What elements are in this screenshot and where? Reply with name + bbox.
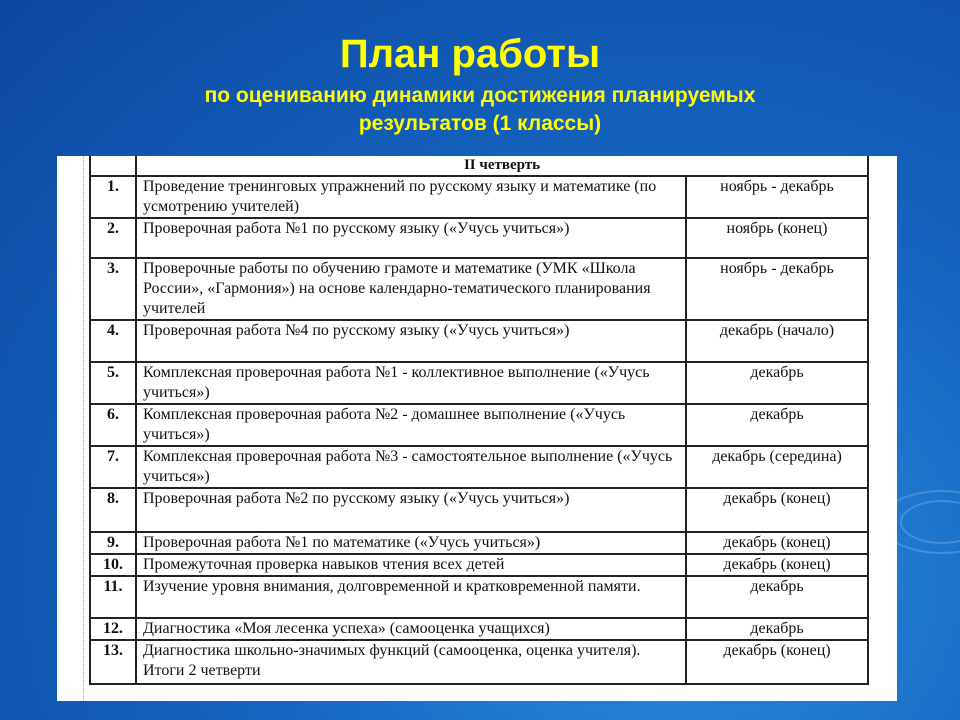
slide-title: План работы <box>339 32 601 76</box>
table-row <box>90 404 868 446</box>
slide-subtitle-line2: результатов (1 классы) <box>358 112 602 135</box>
row-number: 8. <box>90 488 136 532</box>
row-period: декабрь (начало) <box>686 320 868 362</box>
table-row <box>90 218 868 258</box>
row-period: ноябрь - декабрь <box>686 176 868 218</box>
table-row <box>90 362 868 404</box>
table-row <box>90 258 868 320</box>
table-row <box>90 320 868 362</box>
page-margin <box>57 156 84 701</box>
row-period: ноябрь - декабрь <box>686 258 868 320</box>
row-task: Промежуточная проверка навыков чтения всех детей <box>136 554 686 576</box>
row-period: декабрь <box>686 618 868 640</box>
row-number: 3. <box>90 258 136 320</box>
table-header-row <box>90 156 868 176</box>
row-task: Проверочная работа №1 по математике («Учусь учиться») <box>136 532 686 554</box>
row-task: Проведение тренинговых упражнений по русскому языку и математике (по усмотрению учителей) <box>136 176 686 218</box>
row-period: декабрь <box>686 362 868 404</box>
table-row <box>90 554 868 576</box>
row-number: 1. <box>90 176 136 218</box>
table-row <box>90 176 868 218</box>
row-number: 9. <box>90 532 136 554</box>
table-row <box>90 488 868 532</box>
work-plan-table <box>89 156 869 685</box>
table-row <box>90 576 868 618</box>
row-number: 12. <box>90 618 136 640</box>
row-period: декабрь (конец) <box>686 554 868 576</box>
row-number: 4. <box>90 320 136 362</box>
row-task: Диагностика школьно-значимых функций (самооценка, оценка учителя). Итоги 2 четверти <box>136 640 686 684</box>
table-row <box>90 446 868 488</box>
row-period: декабрь (конец) <box>686 488 868 532</box>
row-period: декабрь (конец) <box>686 532 868 554</box>
table-row <box>90 640 868 684</box>
row-number: 7. <box>90 446 136 488</box>
header-empty-cell <box>90 156 136 176</box>
row-period: ноябрь (конец) <box>686 218 868 258</box>
table-row <box>90 532 868 554</box>
row-task: Изучение уровня внимания, долговременной и кратковременной памяти. <box>136 576 686 618</box>
row-number: 11. <box>90 576 136 618</box>
row-number: 13. <box>90 640 136 684</box>
row-task: Проверочная работа №1 по русскому языку («Учусь учиться») <box>136 218 686 258</box>
row-task: Проверочная работа №2 по русскому языку («Учусь учиться») <box>136 488 686 532</box>
watermark-text: Shared <box>775 656 853 683</box>
quarter-header: II четверть <box>136 156 868 176</box>
row-period: декабрь <box>686 404 868 446</box>
table-row <box>90 618 868 640</box>
row-task: Комплексная проверочная работа №2 - домашнее выполнение («Учусь учиться») <box>136 404 686 446</box>
document-sheet <box>57 156 897 701</box>
row-period: декабрь (конец) <box>686 640 868 684</box>
row-number: 10. <box>90 554 136 576</box>
row-number: 5. <box>90 362 136 404</box>
row-task: Комплексная проверочная работа №3 - самостоятельное выполнение («Учусь учиться») <box>136 446 686 488</box>
row-period: декабрь <box>686 576 868 618</box>
row-number: 6. <box>90 404 136 446</box>
slide-subtitle-line1: по оцениванию динамики достижения планируемых <box>204 84 756 107</box>
row-task: Проверочная работа №4 по русскому языку («Учусь учиться») <box>136 320 686 362</box>
row-number: 2. <box>90 218 136 258</box>
title-block <box>0 30 960 138</box>
row-task: Комплексная проверочная работа №1 - коллективное выполнение («Учусь учиться») <box>136 362 686 404</box>
row-task: Диагностика «Моя лесенка успеха» (самооценка учащихся) <box>136 618 686 640</box>
row-task: Проверочные работы по обучению грамоте и математике (УМК «Школа России», «Гармония») на основе календарно-тематического планирования учителей <box>136 258 686 320</box>
row-period: декабрь (середина) <box>686 446 868 488</box>
